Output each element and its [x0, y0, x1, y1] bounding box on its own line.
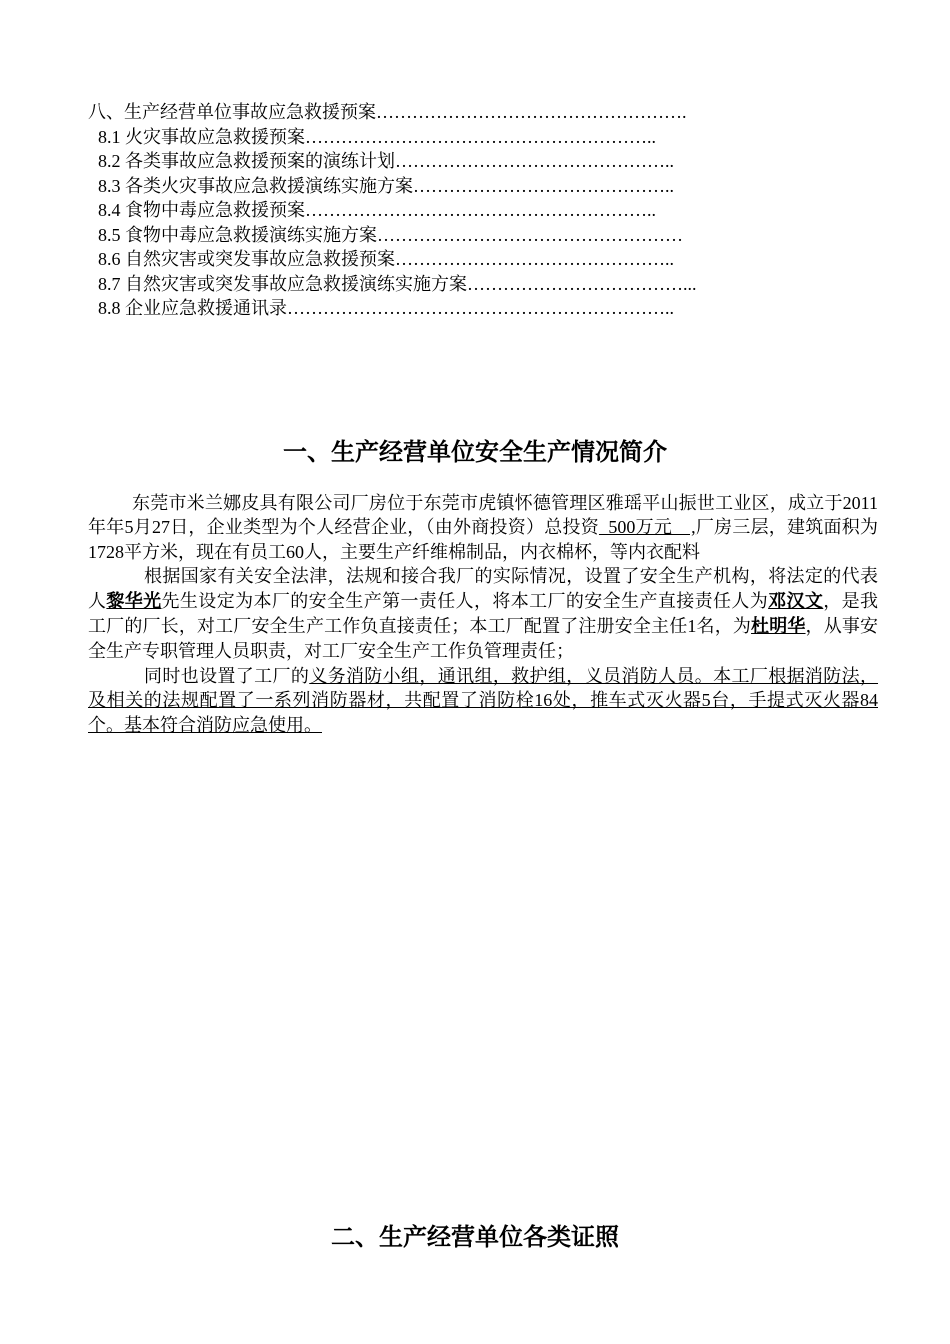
- investment-amount: 500万元 ,: [598, 517, 696, 538]
- safety-officer-name: 杜明华: [751, 616, 806, 638]
- section-2-title: 二、生产经营单位各类证照: [331, 1223, 619, 1251]
- fire-equipment-paragraph: [88, 664, 878, 737]
- fire-text-underlined: 义务消防小组，通讯组，救护组，义员消防人员。本工厂根据消防法，及相关的法规配置了一系列消防器材，共配置了消防栓16处，推车式灭火器5台，手提式灭火器84个。基本符合消防应急使用。: [88, 665, 879, 735]
- toc-entry-8-6: 8.6 自然灾害或突发事故应急救援预案………………………………………..: [98, 249, 674, 269]
- org-text-a: 根据国家有关安全法津，法规和接合我厂的实际情况，设置了安全生产机构，将法定的代表人: [88, 566, 878, 611]
- company-overview-paragraph: [88, 491, 878, 564]
- legal-representative-name: 黎华光: [106, 590, 162, 612]
- org-text-b: 先生设定为本厂的安全生产第一责任人，将本工厂的安全生产直接责任人为: [161, 590, 769, 611]
- safety-organization-paragraph: [88, 564, 878, 664]
- overview-text-cont: 厂房三层，建筑面积为1728平方米，现在有员工60人，主要生产纤维棉制品，内衣棉杯，等内衣配料: [88, 517, 879, 562]
- overview-text: 东莞市米兰娜皮具有限公司厂房位于东莞市虎镇怀德管理区雅瑶平山振世工业区，成立于2011年年5月27日，企业类型为个人经营企业，（由外商投资）总投资: [88, 493, 878, 538]
- toc-main-entry: 八、生产经营单位事故应急救援预案…………………………………………….: [88, 102, 687, 122]
- section-1-body: [88, 491, 878, 737]
- fire-text-a: 同时也设置了工厂的: [144, 665, 310, 686]
- toc-entry-8-7: 8.7 自然灾害或突发事故应急救援演练实施方案………………………………...: [98, 273, 697, 294]
- toc-entry-8-8: 8.8 企业应急救援通讯录………………………………………………………..: [98, 298, 674, 318]
- toc-entry-8-2: 8.2 各类事故应急救援预案的演练计划………………………………………..: [98, 151, 674, 171]
- org-text-d: ，从事安全生产专职管理人员职责，对工厂安全生产工作负管理责任；: [88, 616, 879, 662]
- direct-responsible-name: 邓汉文: [768, 590, 824, 612]
- toc-entry-8-5: 8.5 食物中毒应急救援演练实施方案……………………………………………: [98, 224, 683, 245]
- org-text-c: ，是我工厂的厂长，对工厂安全生产工作负直接责任；本工厂配置了注册安全主任1名，为: [88, 590, 879, 637]
- toc-entry-8-1: 8.1 火灾事故应急救援预案…………………………………………………..: [98, 126, 656, 147]
- toc-entry-8-4: 8.4 食物中毒应急救援预案…………………………………………………..: [98, 200, 656, 220]
- table-of-contents: [88, 100, 828, 321]
- toc-entry-8-3: 8.3 各类火灾事故应急救援演练实施方案……………………………………..: [98, 175, 674, 196]
- section-1-title: 一、生产经营单位安全生产情况简介: [283, 438, 667, 466]
